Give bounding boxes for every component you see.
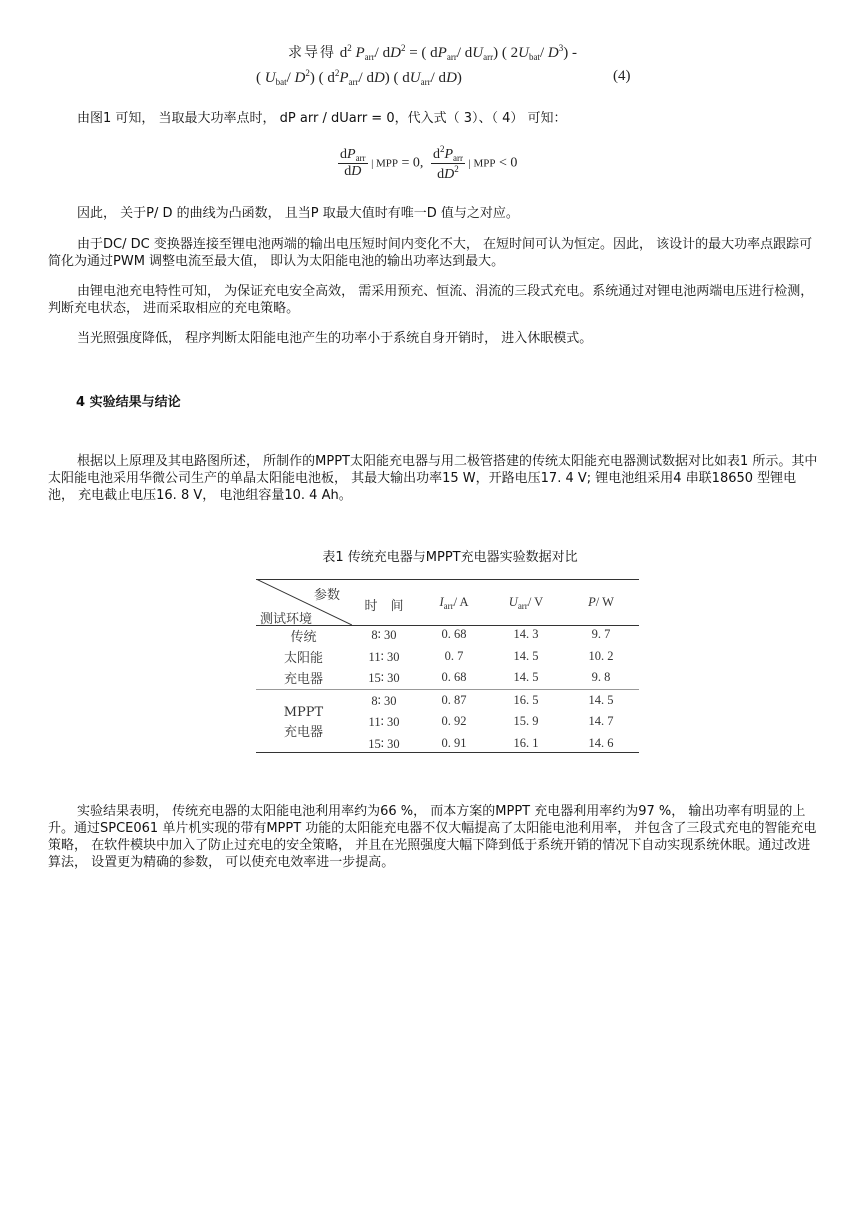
equation-4-line-2: ( $U_{bat}/$ $D^2$) ( $d^2P_{arr}/$ dD) ( $dU_{arr}/$ dD) (256, 68, 462, 87)
group-label-traditional (276, 627, 331, 690)
table-cell: 15. 9 (513, 714, 539, 728)
column-header-power (566, 595, 636, 610)
table-cell: 14. 6 (588, 736, 614, 750)
table-caption: 表1 传统充电器与MPPT充电器实验数据对比 (322, 550, 578, 565)
column-header-power-unit: / W (595, 595, 614, 609)
table-corner-top: 参数 (314, 588, 341, 603)
table-cell: 14. 5 (513, 649, 539, 663)
column-header-time: 时 间 (364, 598, 404, 613)
group-label-line: 充电器 (283, 672, 323, 687)
table-cell: 9. 8 (591, 670, 611, 684)
equation-mpp-condition: $\frac{dP_{arr}}{dD}$ | MPP = 0, $\frac{d^2P_{arr}}{dD^2}$ | MPP < 0 (340, 144, 518, 182)
paragraph-dcdc: 由于DC/ DC 变换器连接至锂电池两端的输出电压短时间内变化不大， 在短时间可认为恒定。因此， 该设计的最大功率点跟踪可简化为通过PWM 调整电流至最大值， 即认为太阳能电池的输出功率达到最大。 (48, 237, 813, 269)
table-cell: 11∶ 30 (368, 715, 400, 729)
table-cell: 14. 7 (588, 714, 614, 728)
column-header-power-symbol: P (588, 595, 596, 609)
paragraph-charging: 由锂电池充电特性可知， 为保证充电安全高效， 需采用预充、恒流、涓流的三段式充电。系统通过对锂电池两端电压进行检测， 判断充电状态， 进而采取相应的充电策略。 (48, 284, 814, 316)
table-cell: 9. 7 (591, 627, 611, 641)
table-cell: 14. 5 (588, 693, 614, 707)
group-label-line: 传统 (290, 630, 317, 645)
table-cell: 0. 7 (444, 649, 464, 663)
table-cell: 0. 92 (441, 714, 467, 728)
paragraph-sleep: 当光照强度降低， 程序判断太阳能电池产生的功率小于系统自身开销时， 进入休眠模式。 (77, 331, 593, 346)
fraction-second-derivative: $\frac{d^2P_{arr}}{dD^2}$ (432, 144, 463, 182)
paragraph-convex: 因此， 关于P/ D 的曲线为凸函数， 且当P 取最大值时有唯一D 值与之对应。 (77, 206, 519, 221)
table-cell: 0. 87 (441, 693, 467, 707)
table-cell: 16. 5 (513, 693, 539, 707)
paragraph-experiment: 根据以上原理及其电路图所述， 所制作的MPPT太阳能充电器与用二极管搭建的传统太阳能充电器测试数据对比如表1 所示。其中太阳能电池采用华微公司生产的单晶太阳能电池板， 其最大输出功率15 W，开路电压17. 4 V; 锂电池组采用4 串联18650 型锂电池， 充电截止电压16. 8 V， 电池组容量10. 4 Ah。 (48, 454, 818, 503)
group-label-line: 太阳能 (283, 651, 323, 666)
table-cell: 15∶ 30 (368, 737, 400, 751)
table-corner-bottom: 测试环境 (260, 612, 313, 627)
section-heading: 4 实验结果与结论 (76, 395, 181, 410)
group-label-line: MPPT (283, 705, 324, 720)
column-header-current (419, 595, 489, 611)
table-cell: 8∶ 30 (371, 694, 397, 708)
equation-number: (4) (613, 68, 631, 84)
table-cell: 14. 5 (513, 670, 539, 684)
group-label-line: 充电器 (283, 725, 323, 740)
column-header-current-unit: / A (453, 595, 469, 609)
data-table (256, 579, 639, 754)
column-header-voltage-sub: arr (517, 601, 528, 611)
table-cell: 8∶ 30 (371, 628, 397, 642)
table-cell: 0. 68 (441, 627, 467, 641)
table-cell: 15∶ 30 (368, 671, 400, 685)
fraction-first-derivative: $\frac{dP_{arr}}{dD}$ (340, 147, 366, 179)
table-cell: 11∶ 30 (368, 650, 400, 664)
equation-4-line-1: 求导得 $d^2$ $P_{arr}/$ $dD^2$ = ( $dP_{arr}/$ $dU_{arr}$) ( $2U_{bat}/$ $D^3$) - (288, 43, 577, 62)
column-header-voltage-unit: / V (527, 595, 544, 609)
column-header-current-symbol: I (439, 595, 444, 609)
column-header-voltage (491, 595, 561, 611)
table-cell: 0. 91 (441, 736, 467, 750)
table-cell: 0. 68 (441, 670, 467, 684)
table-cell: 14. 3 (513, 627, 539, 641)
table-cell: 10. 2 (588, 649, 614, 663)
column-header-voltage-symbol: U (508, 595, 518, 609)
paragraph-intro: 由图1 可知， 当取最大功率点时， dP arr / dUarr = 0，代入式（ 3）、（ 4） 可知： (77, 111, 567, 126)
equation-prefix: 求导得 (288, 45, 336, 61)
table-bottom-rule (256, 752, 639, 753)
paragraph-conclusion: 实验结果表明， 传统充电器的太阳能电池利用率约为66 %， 而本方案的MPPT 充电器利用率约为97 %， 输出功率有明显的上升。通过SPCE061 单片机实现的带有MPPT 功能的太阳能充电器不仅大幅提高了太阳能电池利用率， 并包含了三段式充电的智能充电策略， 在软件模块中加入了防止过充电的安全策略， 并且在光照强度大幅下降到低于系统开销的情况下自动实现系统休眠。通过改进算法， 设置更为精确的参数， 可以使充电效率进一步提高。 (48, 804, 817, 870)
table-cell: 16. 1 (513, 736, 539, 750)
group-label-mppt (276, 703, 331, 743)
column-header-current-sub: arr (443, 601, 454, 611)
